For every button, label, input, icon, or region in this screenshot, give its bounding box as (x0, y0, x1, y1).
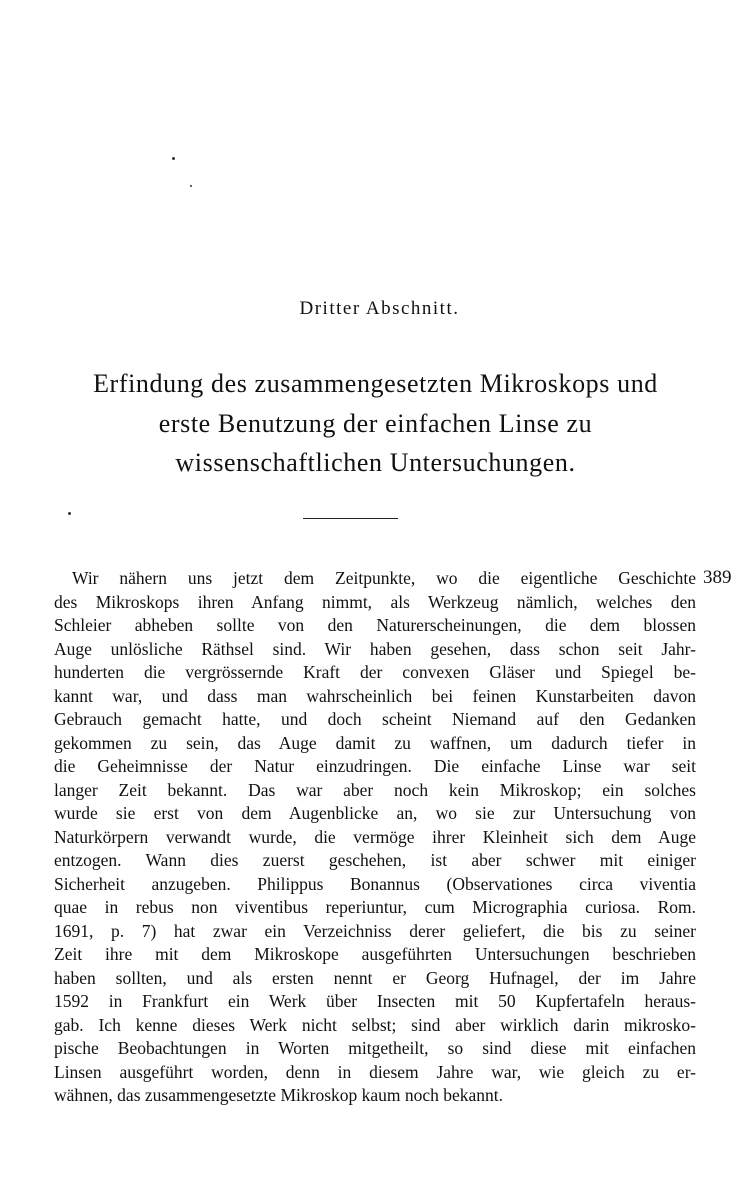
section-label: Dritter Abschnitt. (299, 298, 460, 319)
text-line: gab. Ich kenne dieses Werk nicht selbst; sind aber wirklich darin mikrosko- (54, 1014, 696, 1035)
print-speck (190, 185, 192, 187)
text-line: 1691, p. 7) hat zwar ein Verzeichniss derer geliefert, die bis zu seiner (54, 920, 696, 941)
text-line: quae in rebus non viventibus reperiuntur, cum Micrographia curiosa. Rom. (54, 897, 696, 917)
text-line: die Geheimnisse der Natur einzudringen. Die einfache Linse war seit (54, 756, 696, 776)
text-line: Zeit ihre mit dem Mikroskope ausgeführten Untersuchungen beschrieben (54, 944, 696, 964)
chapter-title-line: erste Benutzung der einfachen Linse zu (158, 408, 593, 438)
text-line: langer Zeit bekannt. Das war aber noch kein Mikroskop; ein solches (54, 779, 696, 800)
title-divider (303, 518, 398, 519)
text-line: pische Beobachtungen in Worten mitgetheilt, so sind diese mit einfachen (54, 1038, 696, 1058)
text-line: kannt war, und dass man wahrscheinlich bei feinen Kunstarbeiten davon (54, 685, 696, 706)
body-paragraph (54, 567, 696, 1108)
text-line: wurde sie erst von dem Augenblicke an, wo sie zur Untersuchung von (54, 803, 696, 823)
text-line: Auge unlösliche Räthsel sind. Wir haben gesehen, dass schon seit Jahr- (54, 638, 696, 659)
margin-page-number: 389 (703, 567, 732, 588)
print-speck (68, 512, 71, 515)
text-line: des Mikroskops ihren Anfang nimmt, als Werkzeug nämlich, welches den (54, 591, 696, 612)
text-line: Wir nähern uns jetzt dem Zeitpunkte, wo die eigentliche Geschichte (72, 568, 696, 588)
chapter-title-line: wissenschaftlichen Untersuchungen. (175, 448, 576, 477)
text-line: Sicherheit anzugeben. Philippus Bonannus (Observationes circa viventia (54, 873, 696, 894)
text-line: hunderten die vergrössernde Kraft der convexen Gläser und Spiegel be- (54, 662, 696, 682)
chapter-title (0, 364, 751, 483)
text-line: Schleier abheben sollte von den Naturerscheinungen, die dem blossen (54, 615, 696, 635)
text-line: 1592 in Frankfurt ein Werk über Insecten mit 50 Kupfertafeln heraus- (54, 991, 696, 1011)
text-line: Gebrauch gemacht hatte, und doch scheint Niemand auf den Gedanken (54, 709, 696, 729)
chapter-title-line: Erfindung des zusammengesetzten Mikroskops und (93, 369, 658, 398)
print-speck (172, 157, 175, 160)
text-line: Naturkörpern verwandt wurde, die vermöge ihrer Kleinheit sich dem Auge (54, 826, 696, 847)
text-line: Linsen ausgeführt worden, denn in diesem Jahre war, wie gleich zu er- (54, 1061, 696, 1082)
text-line: gekommen zu sein, das Auge damit zu waffnen, um dadurch tiefer in (54, 732, 696, 753)
text-line: entzogen. Wann dies zuerst geschehen, ist aber schwer mit einiger (54, 850, 696, 870)
text-line: wähnen, das zusammengesetzte Mikroskop kaum noch bekannt. (54, 1085, 504, 1105)
text-line: haben sollten, und als ersten nennt er Georg Hufnagel, der im Jahre (54, 967, 696, 988)
